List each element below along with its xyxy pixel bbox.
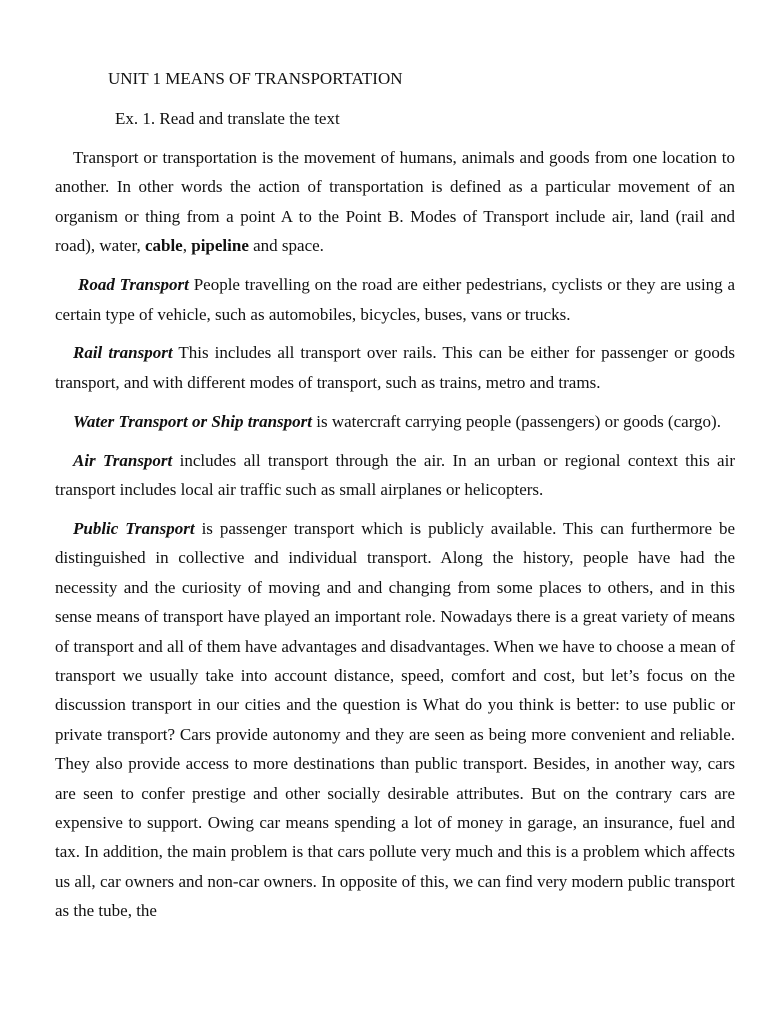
intro-text-end: and space. bbox=[248, 236, 324, 256]
term-air-transport: Air Transport bbox=[73, 450, 173, 470]
text-air-transport: includes all transport through the air. In an urban or regional context this air transport includes local air traffic such as small airplanes or helicopters. bbox=[55, 450, 735, 500]
exercise-heading: Ex. 1. Read and translate the text bbox=[115, 109, 340, 128]
paragraph-water-transport bbox=[55, 407, 735, 436]
term-water-transport: Water Transport or Ship transport bbox=[73, 411, 313, 431]
term-road-transport: Road Transport bbox=[78, 275, 189, 295]
bold-word-cable: cable bbox=[144, 236, 183, 256]
term-public-transport: Public Transport bbox=[73, 518, 195, 538]
text-public-transport: is passenger transport which is publicly available. This can furthermore be distinguished in collective and individual transport. Along the history, people have had the necessity and the curiosity of moving and and changing from some places to others, and in this sense means of transport have played an important role. Nowadays there is a great variety of means of transport and all of them have advantages and disadvantages. When we have to choose a mean of transport we usually take into account distance, speed, comfort and cost, but let’s focus on the discussion transport in our cities and the question is What do you think is better: to use public or private transport? Cars provide autonomy and they are seen as being more convenient and reliable. They also provide access to more destinations than public transport. Besides, in another way, cars are seen to confer prestige and other socially desirable attributes. But on the contrary cars are expensive to support. Owing car means spending a lot of money in garage, an insurance, fuel and tax. In addition, the main problem is that cars pollute very much and this is a problem which affects us all, car owners and non-car owners. In opposite of this, we can find very modern public transport as the tube, the bbox=[55, 518, 736, 921]
paragraph-air-transport bbox=[55, 446, 735, 505]
paragraph-road-transport bbox=[55, 270, 735, 329]
intro-paragraph bbox=[55, 143, 735, 261]
term-rail-transport: Rail transport bbox=[73, 343, 173, 363]
bold-word-pipeline: pipeline bbox=[191, 236, 249, 256]
text-rail-transport: This includes all transport over rails. This can be either for passenger or goods transport, and with different modes of transport, such as trains, metro and trams. bbox=[55, 343, 735, 392]
intro-text-start: Transport or transportation is the movement of humans, animals and goods from one location to another. In other words the action of transportation is defined as a particular movement of an organism or thing from a point A to the Point B. Modes of Transport include air, land (rail and road), water, bbox=[55, 148, 735, 256]
unit-title: UNIT 1 MEANS OF TRANSPORTATION bbox=[108, 69, 403, 88]
intro-comma: , bbox=[182, 236, 192, 256]
paragraph-public-transport bbox=[55, 514, 735, 926]
text-water-transport: is watercraft carrying people (passengers) or goods (cargo). bbox=[312, 411, 721, 431]
text-road-transport: People travelling on the road are either pedestrians, cyclists or they are using a certain type of vehicle, such as automobiles, bicycles, buses, vans or trucks. bbox=[55, 275, 735, 324]
body-text bbox=[55, 143, 735, 935]
paragraph-rail-transport bbox=[55, 338, 735, 397]
